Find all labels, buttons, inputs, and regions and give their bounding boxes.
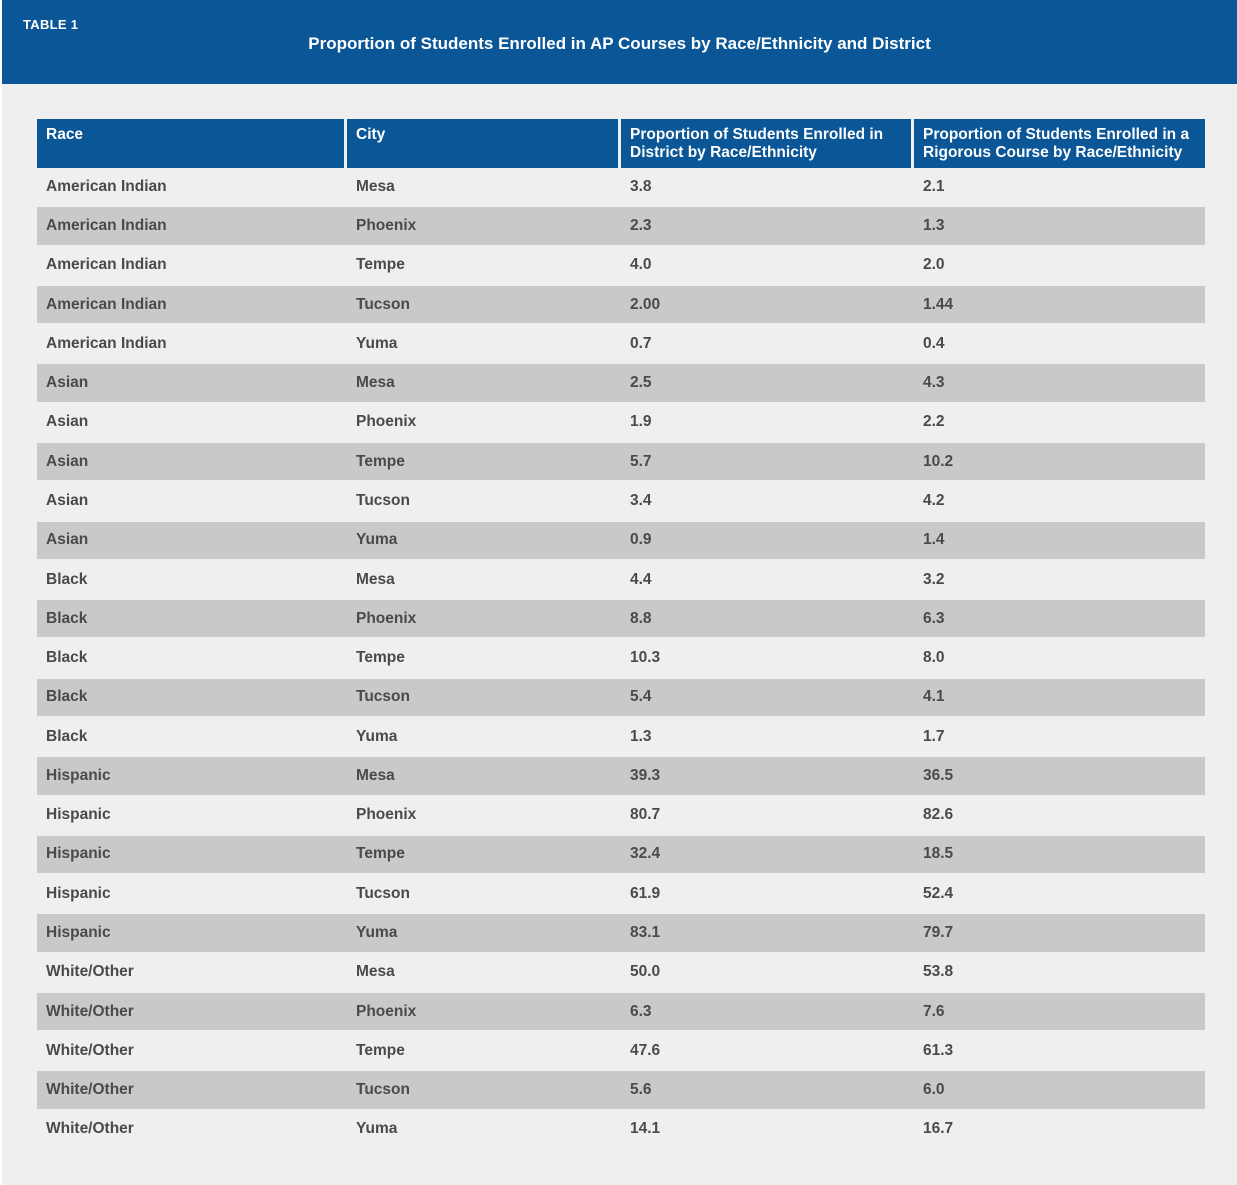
rigorous-proportion-cell: 82.6	[923, 806, 954, 824]
race-cell: Asian	[46, 413, 89, 431]
race-cell: Hispanic	[46, 766, 111, 784]
table-row	[37, 404, 1205, 441]
district-proportion-cell: 14.1	[630, 1120, 661, 1138]
district-proportion-cell: 1.9	[630, 413, 652, 431]
city-cell: Phoenix	[356, 609, 417, 627]
race-cell: Hispanic	[46, 845, 111, 863]
city-cell: Tucson	[356, 295, 410, 313]
district-proportion-cell: 80.7	[630, 806, 661, 824]
table-row	[37, 247, 1205, 284]
table-row	[37, 1111, 1205, 1148]
district-proportion-cell: 2.00	[630, 295, 661, 313]
district-proportion-cell: 5.4	[630, 688, 652, 706]
table-row	[37, 875, 1205, 912]
city-cell: Tucson	[356, 491, 410, 509]
table-title: Proportion of Students Enrolled in AP Courses by Race/Ethnicity and District	[308, 34, 931, 53]
column-header-rigorous-proportion: Proportion of Students Enrolled in a Rigorous Course by Race/Ethnicity	[914, 119, 1205, 168]
race-cell: Asian	[46, 531, 89, 549]
race-cell: Black	[46, 570, 88, 588]
table-figure	[2, 0, 1237, 1185]
rigorous-proportion-cell: 2.2	[923, 413, 945, 431]
rigorous-proportion-cell: 4.1	[923, 688, 945, 706]
rigorous-proportion-cell: 18.5	[923, 845, 954, 863]
race-cell: Asian	[46, 452, 89, 470]
table-row	[37, 954, 1205, 991]
city-cell: Tucson	[356, 1081, 410, 1099]
city-cell: Phoenix	[356, 413, 417, 431]
district-proportion-cell: 0.9	[630, 531, 652, 549]
title-banner	[2, 0, 1237, 84]
rigorous-proportion-cell: 16.7	[923, 1120, 954, 1138]
rigorous-proportion-cell: 36.5	[923, 766, 954, 784]
table-row	[37, 1071, 1205, 1108]
rigorous-proportion-cell: 52.4	[923, 884, 954, 902]
table-row	[37, 561, 1205, 598]
rigorous-proportion-cell: 1.44	[923, 295, 954, 313]
race-cell: American Indian	[46, 256, 167, 274]
rigorous-proportion-cell: 2.0	[923, 256, 945, 274]
column-header-race: Race	[37, 119, 344, 168]
district-proportion-cell: 39.3	[630, 766, 661, 784]
city-cell: Yuma	[356, 1120, 398, 1138]
race-cell: Asian	[46, 491, 89, 509]
district-proportion-cell: 0.7	[630, 334, 652, 352]
rigorous-proportion-cell: 8.0	[923, 649, 945, 667]
city-cell: Tempe	[356, 845, 405, 863]
city-cell: Phoenix	[356, 1002, 417, 1020]
table-row	[37, 286, 1205, 323]
table-row	[37, 679, 1205, 716]
city-cell: Tempe	[356, 452, 405, 470]
race-cell: White/Other	[46, 1120, 134, 1138]
city-cell: Phoenix	[356, 216, 417, 234]
table-row	[37, 325, 1205, 362]
city-cell: Yuma	[356, 531, 398, 549]
rigorous-proportion-cell: 79.7	[923, 924, 954, 942]
rigorous-proportion-cell: 10.2	[923, 452, 954, 470]
rigorous-proportion-cell: 3.2	[923, 570, 945, 588]
rigorous-proportion-cell: 6.0	[923, 1081, 945, 1099]
city-cell: Tempe	[356, 649, 405, 667]
table-label: TABLE 1	[23, 17, 79, 32]
table-row	[37, 757, 1205, 794]
rigorous-proportion-cell: 6.3	[923, 609, 945, 627]
city-cell: Mesa	[356, 374, 395, 392]
race-cell: White/Other	[46, 963, 134, 981]
race-cell: Hispanic	[46, 806, 111, 824]
table-body	[37, 168, 1205, 1148]
district-proportion-cell: 10.3	[630, 649, 661, 667]
district-proportion-cell: 4.4	[630, 570, 652, 588]
city-cell: Tempe	[356, 1041, 405, 1059]
rigorous-proportion-cell: 7.6	[923, 1002, 945, 1020]
district-proportion-cell: 3.8	[630, 177, 652, 195]
district-proportion-cell: 61.9	[630, 884, 661, 902]
table-row	[37, 364, 1205, 401]
table-row	[37, 522, 1205, 559]
rigorous-proportion-cell: 0.4	[923, 334, 945, 352]
table-row	[37, 639, 1205, 676]
column-header-city: City	[347, 119, 618, 168]
rigorous-proportion-cell: 4.2	[923, 491, 945, 509]
race-cell: American Indian	[46, 216, 167, 234]
district-proportion-cell: 5.6	[630, 1081, 652, 1099]
table-row	[37, 797, 1205, 834]
city-cell: Yuma	[356, 924, 398, 942]
district-proportion-cell: 6.3	[630, 1002, 652, 1020]
district-proportion-cell: 5.7	[630, 452, 652, 470]
race-cell: White/Other	[46, 1002, 134, 1020]
district-proportion-cell: 4.0	[630, 256, 652, 274]
city-cell: Mesa	[356, 570, 395, 588]
table-row	[37, 914, 1205, 951]
table-row	[37, 482, 1205, 519]
district-proportion-cell: 8.8	[630, 609, 652, 627]
district-proportion-cell: 47.6	[630, 1041, 661, 1059]
rigorous-proportion-cell: 1.3	[923, 216, 945, 234]
race-cell: Hispanic	[46, 924, 111, 942]
race-cell: Black	[46, 609, 88, 627]
city-cell: Tucson	[356, 884, 410, 902]
race-cell: American Indian	[46, 334, 167, 352]
district-proportion-cell: 2.3	[630, 216, 652, 234]
rigorous-proportion-cell: 1.7	[923, 727, 945, 745]
city-cell: Mesa	[356, 963, 395, 981]
table-row	[37, 168, 1205, 205]
district-proportion-cell: 2.5	[630, 374, 652, 392]
data-table	[37, 119, 1205, 1150]
district-proportion-cell: 83.1	[630, 924, 661, 942]
district-proportion-cell: 3.4	[630, 491, 652, 509]
rigorous-proportion-cell: 2.1	[923, 177, 945, 195]
table-header-row	[37, 119, 1205, 168]
race-cell: Black	[46, 649, 88, 667]
city-cell: Phoenix	[356, 806, 417, 824]
rigorous-proportion-cell: 53.8	[923, 963, 954, 981]
district-proportion-cell: 50.0	[630, 963, 661, 981]
table-row	[37, 600, 1205, 637]
rigorous-proportion-cell: 1.4	[923, 531, 945, 549]
city-cell: Tucson	[356, 688, 410, 706]
race-cell: White/Other	[46, 1081, 134, 1099]
city-cell: Mesa	[356, 177, 395, 195]
city-cell: Mesa	[356, 766, 395, 784]
city-cell: Tempe	[356, 256, 405, 274]
table-row	[37, 207, 1205, 244]
table-row	[37, 836, 1205, 873]
rigorous-proportion-cell: 61.3	[923, 1041, 954, 1059]
column-header-district-proportion: Proportion of Students Enrolled in District by Race/Ethnicity	[621, 119, 911, 168]
city-cell: Yuma	[356, 334, 398, 352]
race-cell: White/Other	[46, 1041, 134, 1059]
city-cell: Yuma	[356, 727, 398, 745]
race-cell: American Indian	[46, 295, 167, 313]
table-row	[37, 443, 1205, 480]
rigorous-proportion-cell: 4.3	[923, 374, 945, 392]
race-cell: Black	[46, 727, 88, 745]
race-cell: Asian	[46, 374, 89, 392]
table-row	[37, 993, 1205, 1030]
district-proportion-cell: 32.4	[630, 845, 661, 863]
table-row	[37, 1032, 1205, 1069]
table-row	[37, 718, 1205, 755]
district-proportion-cell: 1.3	[630, 727, 652, 745]
race-cell: Hispanic	[46, 884, 111, 902]
race-cell: American Indian	[46, 177, 167, 195]
race-cell: Black	[46, 688, 88, 706]
